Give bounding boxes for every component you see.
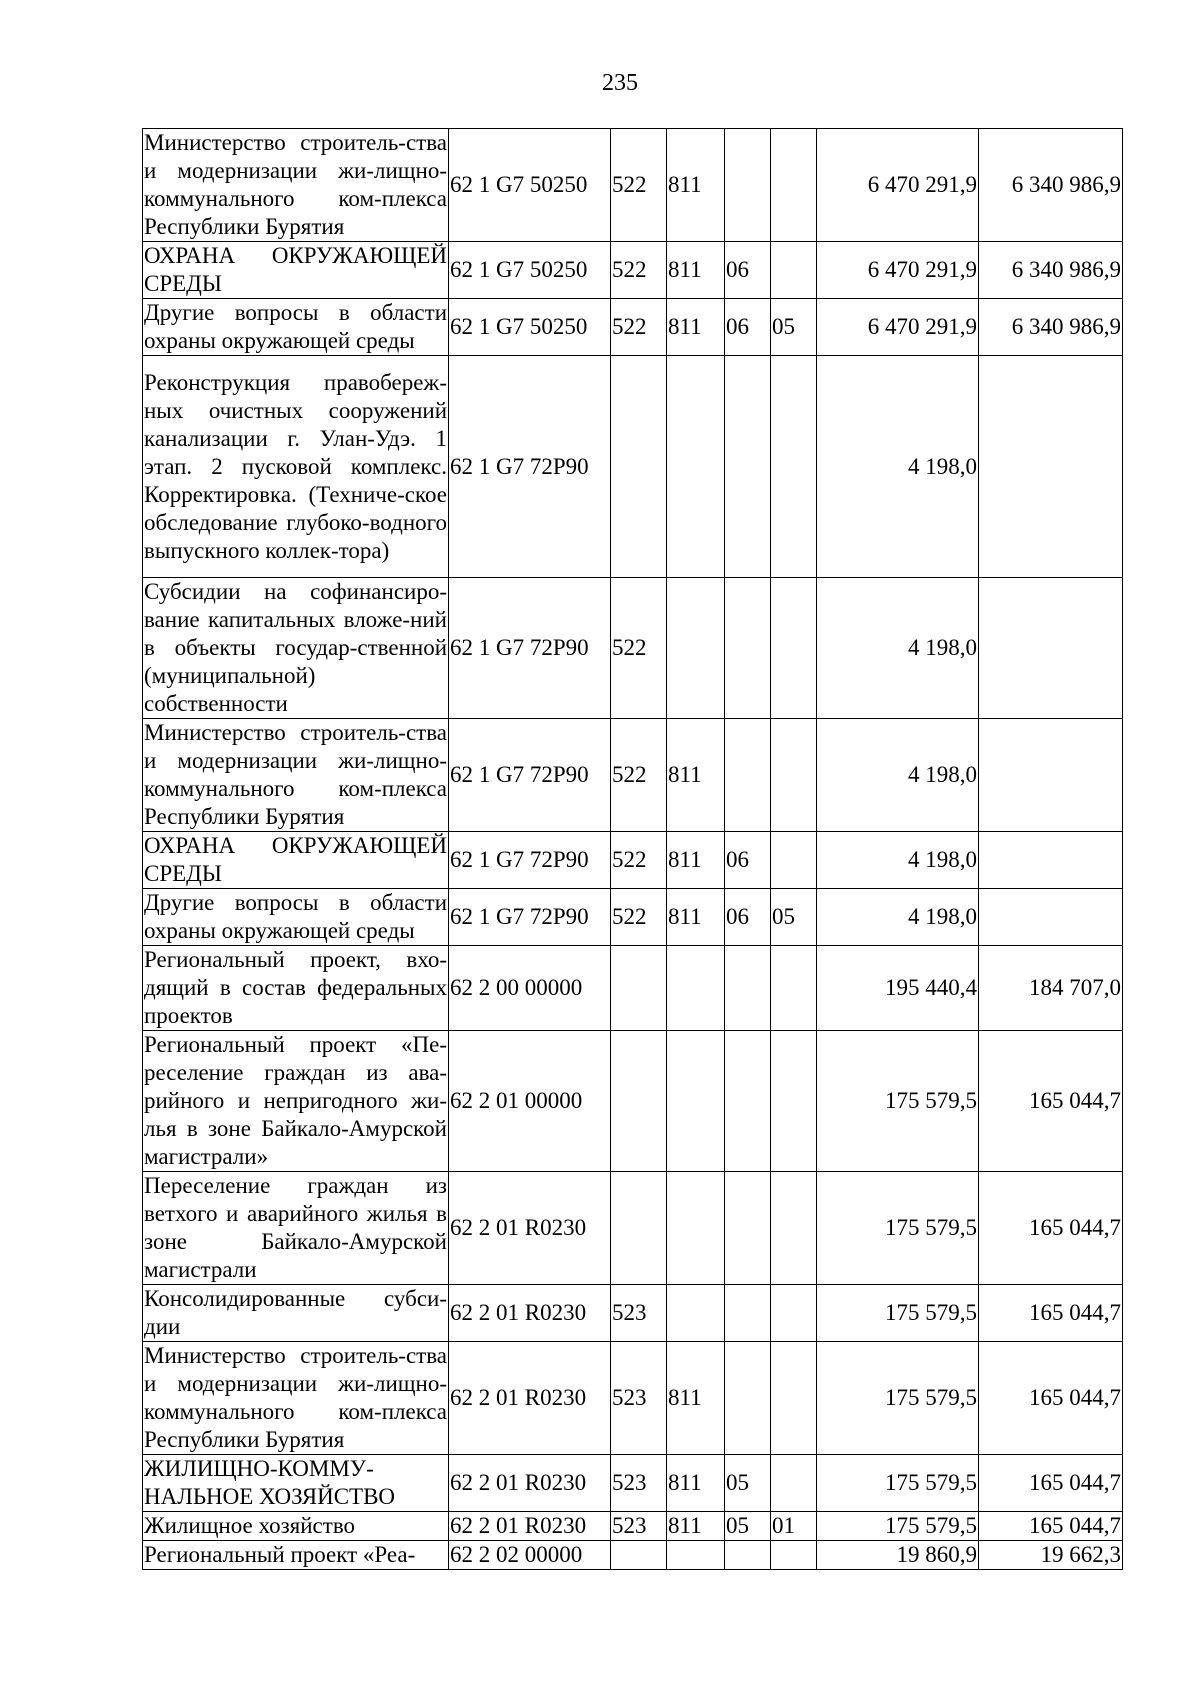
target-code-cell: 62 1 G7 50250: [449, 242, 611, 299]
section-cell: [725, 1342, 771, 1455]
amount-year2-cell: 19 662,3: [979, 1541, 1123, 1570]
amount-year1-cell: 195 440,4: [817, 946, 979, 1031]
table-row: [143, 578, 1123, 719]
target-code-cell: 62 2 01 R0230: [449, 1172, 611, 1285]
expense-type-cell: 811: [667, 719, 725, 832]
grbs-cell: 522: [611, 719, 667, 832]
grbs-cell: 522: [611, 242, 667, 299]
section-cell: [725, 1285, 771, 1342]
grbs-cell: 522: [611, 299, 667, 356]
target-code-cell: 62 2 01 R0230: [449, 1512, 611, 1541]
grbs-cell: 523: [611, 1342, 667, 1455]
expense-type-cell: [667, 1541, 725, 1570]
target-code-cell: 62 2 02 00000: [449, 1541, 611, 1570]
amount-year1-cell: 6 470 291,9: [817, 129, 979, 242]
row-name-cell: ОХРАНА ОКРУЖАЮЩЕЙ СРЕДЫ: [143, 242, 449, 299]
target-code-cell: 62 1 G7 50250: [449, 129, 611, 242]
amount-year2-cell: 6 340 986,9: [979, 299, 1123, 356]
section-cell: [725, 578, 771, 719]
amount-year1-cell: 175 579,5: [817, 1285, 979, 1342]
row-name-cell: Жилищное хозяйство: [143, 1512, 449, 1541]
amount-year2-cell: 6 340 986,9: [979, 129, 1123, 242]
amount-year2-cell: [979, 356, 1123, 578]
amount-year1-cell: 175 579,5: [817, 1342, 979, 1455]
row-name-cell: Реконструкция правобереж-ных очистных сооружений канализации г. Улан-Удэ. 1 этап. 2 пусковой комплекс. Корректировка. (Техниче-ское обследование глубоко-водного выпускного коллек-тора): [143, 356, 449, 578]
expense-type-cell: 811: [667, 129, 725, 242]
target-code-cell: 62 2 01 R0230: [449, 1455, 611, 1512]
grbs-cell: [611, 1031, 667, 1172]
table-row: [143, 1285, 1123, 1342]
amount-year1-cell: 6 470 291,9: [817, 299, 979, 356]
subsection-cell: [771, 129, 817, 242]
amount-year2-cell: [979, 719, 1123, 832]
subsection-cell: [771, 1172, 817, 1285]
section-cell: [725, 946, 771, 1031]
row-name-cell: Министерство строитель-ства и модернизации жи-лищно-коммунального ком-плекса Республики Бурятия: [143, 1342, 449, 1455]
table-row: [143, 889, 1123, 946]
amount-year2-cell: [979, 832, 1123, 889]
amount-year1-cell: 19 860,9: [817, 1541, 979, 1570]
amount-year1-cell: 175 579,5: [817, 1031, 979, 1172]
grbs-cell: 522: [611, 832, 667, 889]
row-name-cell: ЖИЛИЩНО-КОММУ-НАЛЬНОЕ ХОЗЯЙСТВО: [143, 1455, 449, 1512]
target-code-cell: 62 1 G7 72P90: [449, 889, 611, 946]
expense-type-cell: 811: [667, 242, 725, 299]
table-row: [143, 1455, 1123, 1512]
amount-year2-cell: 165 044,7: [979, 1031, 1123, 1172]
amount-year1-cell: 4 198,0: [817, 832, 979, 889]
row-name-cell: Другие вопросы в области охраны окружающей среды: [143, 299, 449, 356]
expense-type-cell: 811: [667, 299, 725, 356]
row-name-cell: Переселение граждан из ветхого и аварийного жилья в зоне Байкало-Амурской магистрали: [143, 1172, 449, 1285]
table-row: [143, 946, 1123, 1031]
table-row: [143, 1031, 1123, 1172]
amount-year1-cell: 175 579,5: [817, 1512, 979, 1541]
grbs-cell: [611, 1541, 667, 1570]
subsection-cell: 01: [771, 1512, 817, 1541]
table-row: [143, 299, 1123, 356]
row-name-cell: ОХРАНА ОКРУЖАЮЩЕЙ СРЕДЫ: [143, 832, 449, 889]
table-row: [143, 719, 1123, 832]
expense-type-cell: [667, 946, 725, 1031]
amount-year2-cell: 165 044,7: [979, 1172, 1123, 1285]
grbs-cell: 522: [611, 129, 667, 242]
table-row: [143, 129, 1123, 242]
grbs-cell: 523: [611, 1455, 667, 1512]
target-code-cell: 62 2 01 R0230: [449, 1342, 611, 1455]
expense-type-cell: 811: [667, 1512, 725, 1541]
amount-year1-cell: 175 579,5: [817, 1172, 979, 1285]
section-cell: 05: [725, 1455, 771, 1512]
section-cell: [725, 1031, 771, 1172]
target-code-cell: 62 1 G7 50250: [449, 299, 611, 356]
row-name-cell: Министерство строитель-ства и модернизации жи-лищно-коммунального ком-плекса Республики Бурятия: [143, 129, 449, 242]
expense-type-cell: 811: [667, 832, 725, 889]
amount-year2-cell: 184 707,0: [979, 946, 1123, 1031]
grbs-cell: [611, 356, 667, 578]
amount-year2-cell: 165 044,7: [979, 1455, 1123, 1512]
subsection-cell: [771, 719, 817, 832]
table-row: [143, 832, 1123, 889]
row-name-cell: Министерство строитель-ства и модернизации жи-лищно-коммунального ком-плекса Республики Бурятия: [143, 719, 449, 832]
row-name-cell: Региональный проект «Реа-: [143, 1541, 449, 1570]
expense-type-cell: [667, 578, 725, 719]
target-code-cell: 62 1 G7 72P90: [449, 719, 611, 832]
section-cell: 06: [725, 832, 771, 889]
table-row: [143, 1512, 1123, 1541]
section-cell: [725, 1172, 771, 1285]
row-name-cell: Региональный проект «Пе-реселение граждан из ава-рийного и непригодного жи-лья в зоне Байкало-Амурской магистрали»: [143, 1031, 449, 1172]
amount-year2-cell: [979, 889, 1123, 946]
subsection-cell: [771, 1342, 817, 1455]
amount-year1-cell: 4 198,0: [817, 578, 979, 719]
expense-type-cell: [667, 1031, 725, 1172]
target-code-cell: 62 2 00 00000: [449, 946, 611, 1031]
subsection-cell: [771, 242, 817, 299]
expense-type-cell: [667, 1285, 725, 1342]
amount-year1-cell: 4 198,0: [817, 356, 979, 578]
subsection-cell: [771, 1285, 817, 1342]
expense-type-cell: 811: [667, 1455, 725, 1512]
amount-year1-cell: 4 198,0: [817, 719, 979, 832]
section-cell: [725, 719, 771, 832]
subsection-cell: [771, 578, 817, 719]
subsection-cell: 05: [771, 889, 817, 946]
amount-year2-cell: 165 044,7: [979, 1512, 1123, 1541]
expense-type-cell: [667, 1172, 725, 1285]
section-cell: 06: [725, 299, 771, 356]
amount-year2-cell: 165 044,7: [979, 1342, 1123, 1455]
amount-year2-cell: 165 044,7: [979, 1285, 1123, 1342]
expense-type-cell: 811: [667, 1342, 725, 1455]
table-row: [143, 242, 1123, 299]
subsection-cell: [771, 356, 817, 578]
grbs-cell: [611, 946, 667, 1031]
subsection-cell: [771, 1031, 817, 1172]
amount-year1-cell: 4 198,0: [817, 889, 979, 946]
subsection-cell: [771, 1541, 817, 1570]
target-code-cell: 62 1 G7 72P90: [449, 832, 611, 889]
grbs-cell: 523: [611, 1512, 667, 1541]
section-cell: 05: [725, 1512, 771, 1541]
table-row: [143, 1342, 1123, 1455]
amount-year2-cell: [979, 578, 1123, 719]
target-code-cell: 62 2 01 R0230: [449, 1285, 611, 1342]
grbs-cell: 523: [611, 1285, 667, 1342]
row-name-cell: Консолидированные субси-дии: [143, 1285, 449, 1342]
section-cell: [725, 356, 771, 578]
expense-type-cell: [667, 356, 725, 578]
table-row: [143, 1172, 1123, 1285]
table-body: [143, 129, 1123, 1570]
grbs-cell: [611, 1172, 667, 1285]
subsection-cell: [771, 946, 817, 1031]
budget-table: [142, 128, 1123, 1570]
section-cell: [725, 1541, 771, 1570]
amount-year2-cell: 6 340 986,9: [979, 242, 1123, 299]
section-cell: [725, 129, 771, 242]
amount-year1-cell: 6 470 291,9: [817, 242, 979, 299]
table-row: [143, 1541, 1123, 1570]
target-code-cell: 62 1 G7 72P90: [449, 578, 611, 719]
section-cell: 06: [725, 889, 771, 946]
target-code-cell: 62 1 G7 72P90: [449, 356, 611, 578]
page-number: 235: [602, 70, 638, 96]
row-name-cell: Субсидии на софинансиро-вание капитальных вложе-ний в объекты государ-ственной (муниципальной) собственности: [143, 578, 449, 719]
expense-type-cell: 811: [667, 889, 725, 946]
row-name-cell: Региональный проект, вхо-дящий в состав федеральных проектов: [143, 946, 449, 1031]
row-name-cell: Другие вопросы в области охраны окружающей среды: [143, 889, 449, 946]
target-code-cell: 62 2 01 00000: [449, 1031, 611, 1172]
subsection-cell: 05: [771, 299, 817, 356]
grbs-cell: 522: [611, 889, 667, 946]
grbs-cell: 522: [611, 578, 667, 719]
amount-year1-cell: 175 579,5: [817, 1455, 979, 1512]
section-cell: 06: [725, 242, 771, 299]
table-row: [143, 356, 1123, 578]
subsection-cell: [771, 1455, 817, 1512]
subsection-cell: [771, 832, 817, 889]
